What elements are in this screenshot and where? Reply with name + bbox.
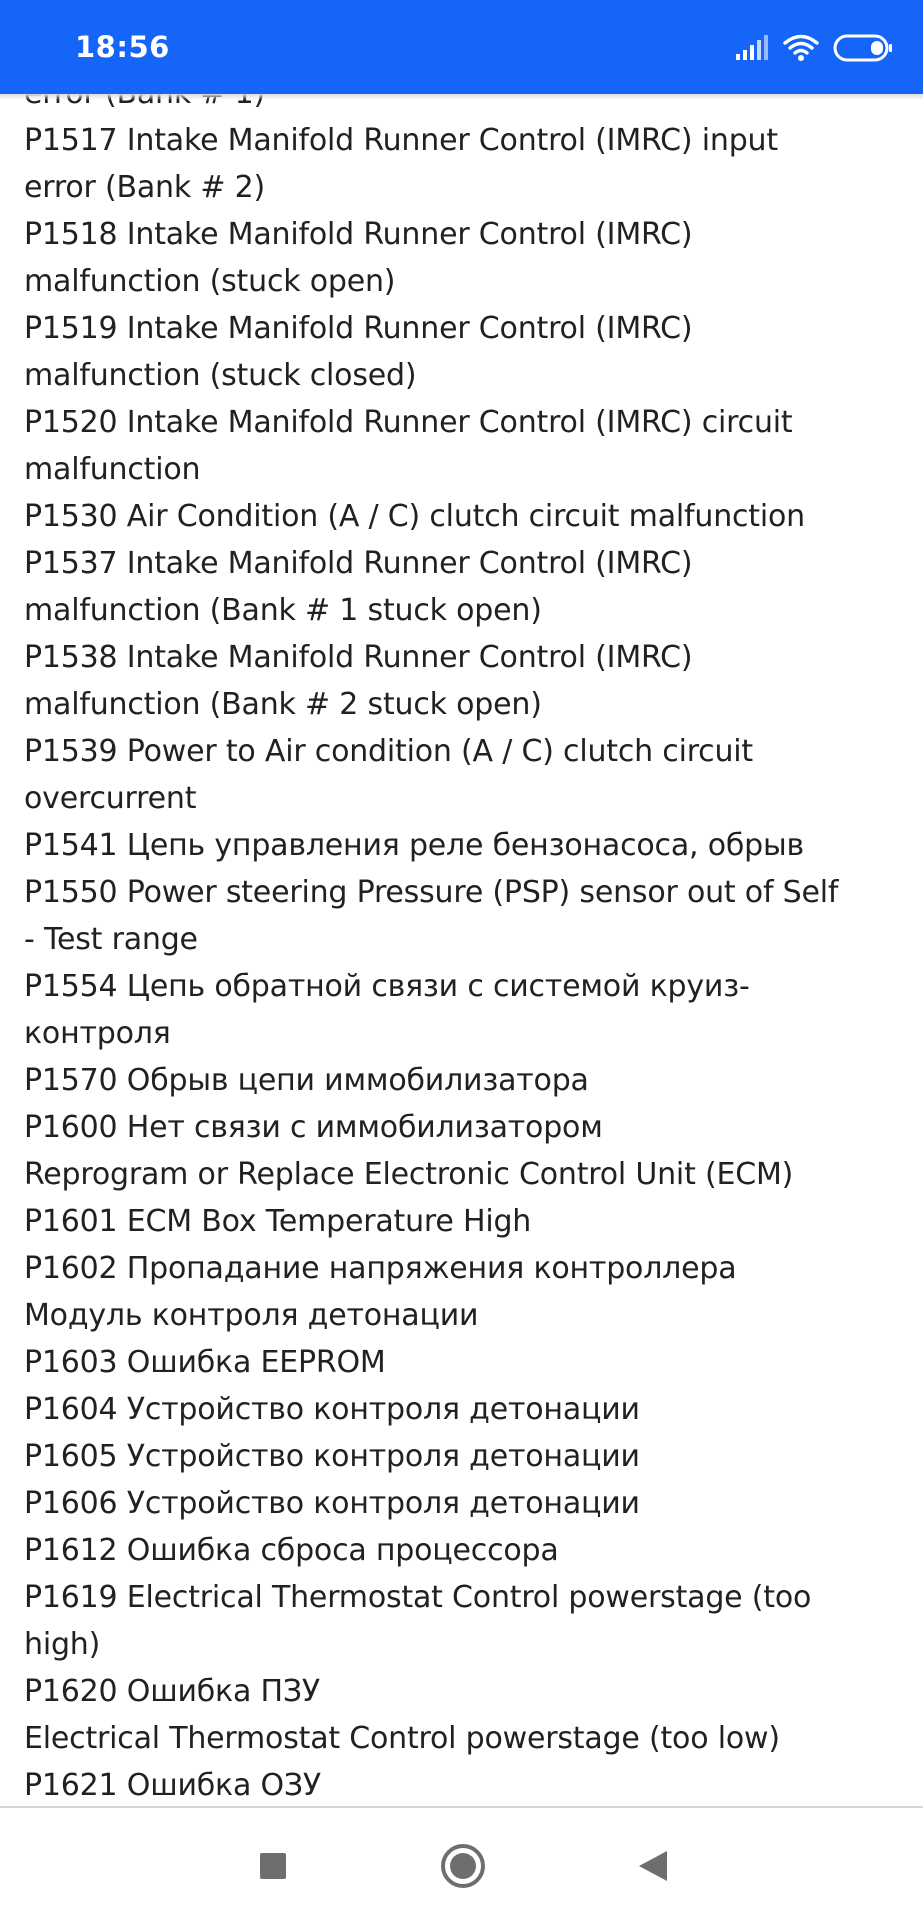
list-item: P1520 Intake Manifold Runner Control (IMRC) circuit <box>24 405 793 440</box>
list-item: malfunction <box>24 452 201 487</box>
list-item: P1517 Intake Manifold Runner Control (IMRC) input <box>24 123 778 158</box>
list-item: Модуль контроля детонации <box>24 1298 479 1333</box>
list-item: P1600 Нет связи с иммобилизатором <box>24 1110 603 1145</box>
scroll-content[interactable] <box>0 94 923 1806</box>
list-item: error (Bank # 2) <box>24 170 266 205</box>
recents-button[interactable] <box>243 1838 303 1898</box>
list-item: P1550 Power steering Pressure (PSP) sensor out of Self <box>24 875 839 910</box>
list-item: P1554 Цепь обратной связи с системой круиз- <box>24 969 750 1004</box>
error-code-list <box>24 70 904 1809</box>
list-item: P1602 Пропадание напряжения контроллера <box>24 1251 737 1286</box>
list-item: P1604 Устройство контроля детонации <box>24 1392 640 1427</box>
list-item: P1605 Устройство контроля детонации <box>24 1439 640 1474</box>
list-item: P1541 Цепь управления реле бензонасоса, обрыв <box>24 828 804 863</box>
toolbar-shadow <box>0 94 923 100</box>
back-button[interactable] <box>623 1838 683 1898</box>
status-bar <box>0 0 923 94</box>
battery-icon <box>833 34 893 62</box>
list-item: P1606 Устройство контроля детонации <box>24 1486 640 1521</box>
list-item: P1518 Intake Manifold Runner Control (IMRC) <box>24 217 693 252</box>
list-item: P1612 Ошибка сброса процессора <box>24 1533 559 1568</box>
home-circle-icon <box>440 1843 486 1894</box>
back-triangle-icon <box>637 1849 669 1888</box>
home-button[interactable] <box>433 1838 493 1898</box>
list-item: Reprogram or Replace Electronic Control Unit (ECM) <box>24 1157 794 1192</box>
list-item: malfunction (stuck closed) <box>24 358 417 393</box>
list-item: P1530 Air Condition (A / C) clutch circuit malfunction <box>24 499 805 534</box>
list-item: overcurrent <box>24 781 197 816</box>
wifi-icon <box>783 34 819 62</box>
list-item: P1620 Ошибка ПЗУ <box>24 1674 320 1709</box>
list-item: - Test range <box>24 922 198 957</box>
list-item: high) <box>24 1627 101 1662</box>
list-item: P1603 Ошибка EEPROM <box>24 1345 386 1380</box>
list-item: P1601 ECM Box Temperature High <box>24 1204 532 1239</box>
list-item: контроля <box>24 1016 171 1051</box>
list-item: P1621 Ошибка ОЗУ <box>24 1768 322 1803</box>
navigation-bar <box>0 1808 923 1920</box>
list-item: P1538 Intake Manifold Runner Control (IMRC) <box>24 640 693 675</box>
list-item: malfunction (Bank # 2 stuck open) <box>24 687 542 722</box>
list-item: P1519 Intake Manifold Runner Control (IMRC) <box>24 311 693 346</box>
signal-icon <box>735 35 769 61</box>
list-item: P1539 Power to Air condition (A / C) clutch circuit <box>24 734 753 769</box>
recents-square-icon <box>258 1851 288 1886</box>
status-icons <box>735 30 893 66</box>
status-time: 18:56 <box>75 30 170 64</box>
list-item: Electrical Thermostat Control powerstage (too low) <box>24 1721 780 1756</box>
list-item: P1619 Electrical Thermostat Control powerstage (too <box>24 1580 812 1615</box>
list-item: P1570 Обрыв цепи иммобилизатора <box>24 1063 589 1098</box>
list-item: P1537 Intake Manifold Runner Control (IMRC) <box>24 546 693 581</box>
list-item: malfunction (stuck open) <box>24 264 396 299</box>
list-item: malfunction (Bank # 1 stuck open) <box>24 593 542 628</box>
